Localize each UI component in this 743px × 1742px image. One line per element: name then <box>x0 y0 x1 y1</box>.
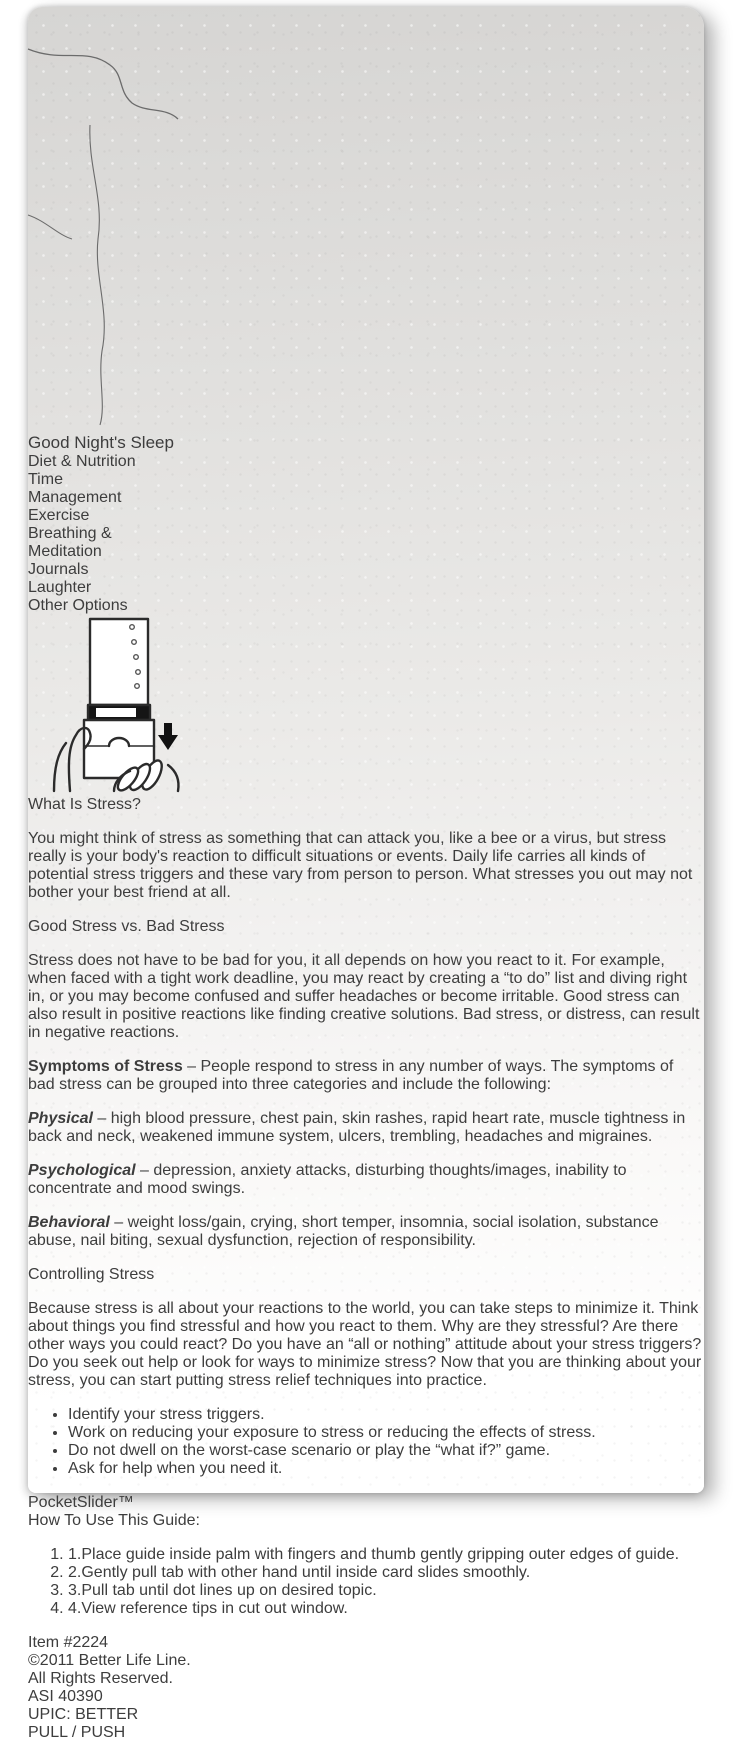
logo-pocket-text: Pocket <box>28 1494 77 1511</box>
symptom-psychological-term: Psychological <box>28 1162 136 1179</box>
symptom-psychological <box>28 1162 704 1198</box>
cutout-tips-window <box>28 1406 704 1478</box>
asi-code: ASI 40390 <box>28 1688 103 1705</box>
pocketslider-logo <box>28 1494 704 1512</box>
trademark-symbol: ™ <box>117 1494 134 1511</box>
how-to-steps <box>28 1546 704 1618</box>
symptoms-section <box>28 1058 704 1250</box>
how-to-step <box>68 1546 704 1564</box>
step-number: 3. <box>68 1582 82 1599</box>
item-number: Item #2224 <box>28 1634 109 1651</box>
sidebar-item-journals: Journals <box>28 561 89 578</box>
tips-list <box>28 1406 704 1478</box>
card-right-edge <box>696 7 704 1493</box>
sidebar-item-exercise: Exercise <box>28 507 90 524</box>
how-to-step <box>68 1582 704 1600</box>
product-codes <box>28 1688 704 1724</box>
tip-item: • Do not dwell on the worst-case scenario or play the “what if?” game. <box>68 1442 704 1460</box>
step-text: Place guide inside palm with fingers and thumb gently gripping outer edges of guide. <box>81 1546 680 1563</box>
step-text: Pull tab until dot lines up on desired topic. <box>81 1582 377 1599</box>
sidebar-item-breathing-meditation: Breathing & Meditation <box>28 525 112 560</box>
symptom-physical-text: – high blood pressure, chest pain, skin rashes, rapid heart rate, muscle tightness in back and neck, weakened immune system, ulcers, trembling, headaches and migraines. <box>28 1110 686 1145</box>
sidebar-item-laughter: Laughter <box>28 579 92 596</box>
sidebar-item-other-options: Other Options <box>28 597 128 614</box>
step-text: View reference tips in cut out window. <box>81 1600 348 1617</box>
logo-slider-text: Slider <box>76 1494 118 1511</box>
guide-card <box>28 7 704 1741</box>
how-to-title: How To Use This Guide: <box>28 1512 200 1529</box>
copyright-line: ©2011 Better Life Line. <box>28 1652 191 1669</box>
symptom-behavioral-term: Behavioral <box>28 1214 110 1231</box>
step-number: 1. <box>68 1546 82 1563</box>
crack-texture <box>28 7 238 427</box>
tip-item: • Identify your stress triggers. <box>68 1406 704 1424</box>
step-text: Gently pull tab with other hand until inside card slides smoothly. <box>81 1564 531 1581</box>
tip-item: • Work on reducing your exposure to stress or reducing the effects of stress. <box>68 1424 704 1442</box>
symptom-behavioral-text: – weight loss/gain, crying, short temper, insomnia, social isolation, substance abuse, nail biting, sexual dysfunction, rejection of responsibility. <box>28 1214 659 1249</box>
pull-push-tab[interactable] <box>28 1724 704 1742</box>
step-number: 4. <box>68 1600 82 1617</box>
symptom-physical-term: Physical <box>28 1110 93 1127</box>
how-to-hand-illustration <box>28 615 210 791</box>
step-number: 2. <box>68 1564 82 1581</box>
symptom-behavioral <box>28 1214 704 1250</box>
symptom-physical <box>28 1110 704 1146</box>
how-to-section <box>28 1512 704 1618</box>
heading-controlling-stress: Controlling Stress <box>28 1266 155 1283</box>
how-to-step <box>68 1564 704 1582</box>
sidebar-item-time-management: Time Management <box>28 471 122 506</box>
symptoms-lead-text: – People respond to stress in any number of ways. The symptoms of bad stress can be grouped into three categories and include the following: <box>28 1058 674 1093</box>
paragraph-good-vs-bad-stress: Stress does not have to be bad for you, it all depends on how you react to it. For example, when faced with a tight work deadline, you may react by creating a “to do” list and diving right in, or you may become confused and suffer headaches or become irritable. Good stress can also result in positive reactions like finding creative solutions. Bad stress, or distress, can result in negative reactions. <box>28 952 700 1041</box>
tip-item: • Ask for help when you need it. <box>68 1460 704 1478</box>
pull-tab-label: PULL / PUSH <box>28 1724 126 1741</box>
how-to-step <box>68 1600 704 1618</box>
paragraph-controlling-stress: Because stress is all about your reactions to the world, you can take steps to minimize it. Think about things you find stressful and how you react to them. Why are they stressful? Are there other ways you could react? Do you have an “all or nothing” attitude about your stress triggers? Do you seek out help or look for ways to minimize stress? Now that you are thinking about your stress, you can start putting stress relief techniques into practice. <box>28 1300 702 1389</box>
rights-line: All Rights Reserved. <box>28 1670 173 1687</box>
item-info <box>28 1634 704 1688</box>
symptoms-lead-term: Symptoms of Stress <box>28 1058 183 1075</box>
heading-good-vs-bad-stress: Good Stress vs. Bad Stress <box>28 918 225 935</box>
sidebar-item-diet-nutrition: Diet & Nutrition <box>28 453 136 470</box>
symptom-psychological-text: – depression, anxiety attacks, disturbing thoughts/images, inability to concentrate and mood swings. <box>28 1162 627 1197</box>
upic-code: UPIC: BETTER <box>28 1706 139 1723</box>
heading-what-is-stress: What Is Stress? <box>28 796 141 813</box>
sidebar-item-good-nights-sleep: Good Night's Sleep <box>28 433 174 452</box>
paragraph-what-is-stress: You might think of stress as something that can attack you, like a bee or a virus, but stress really is your body's reaction to difficult situations or events. Daily life carries all kinds of potential stress triggers and these vary from person to person. What stresses you out may not bother your best friend at all. <box>28 830 693 901</box>
symptoms-lead <box>28 1058 704 1094</box>
